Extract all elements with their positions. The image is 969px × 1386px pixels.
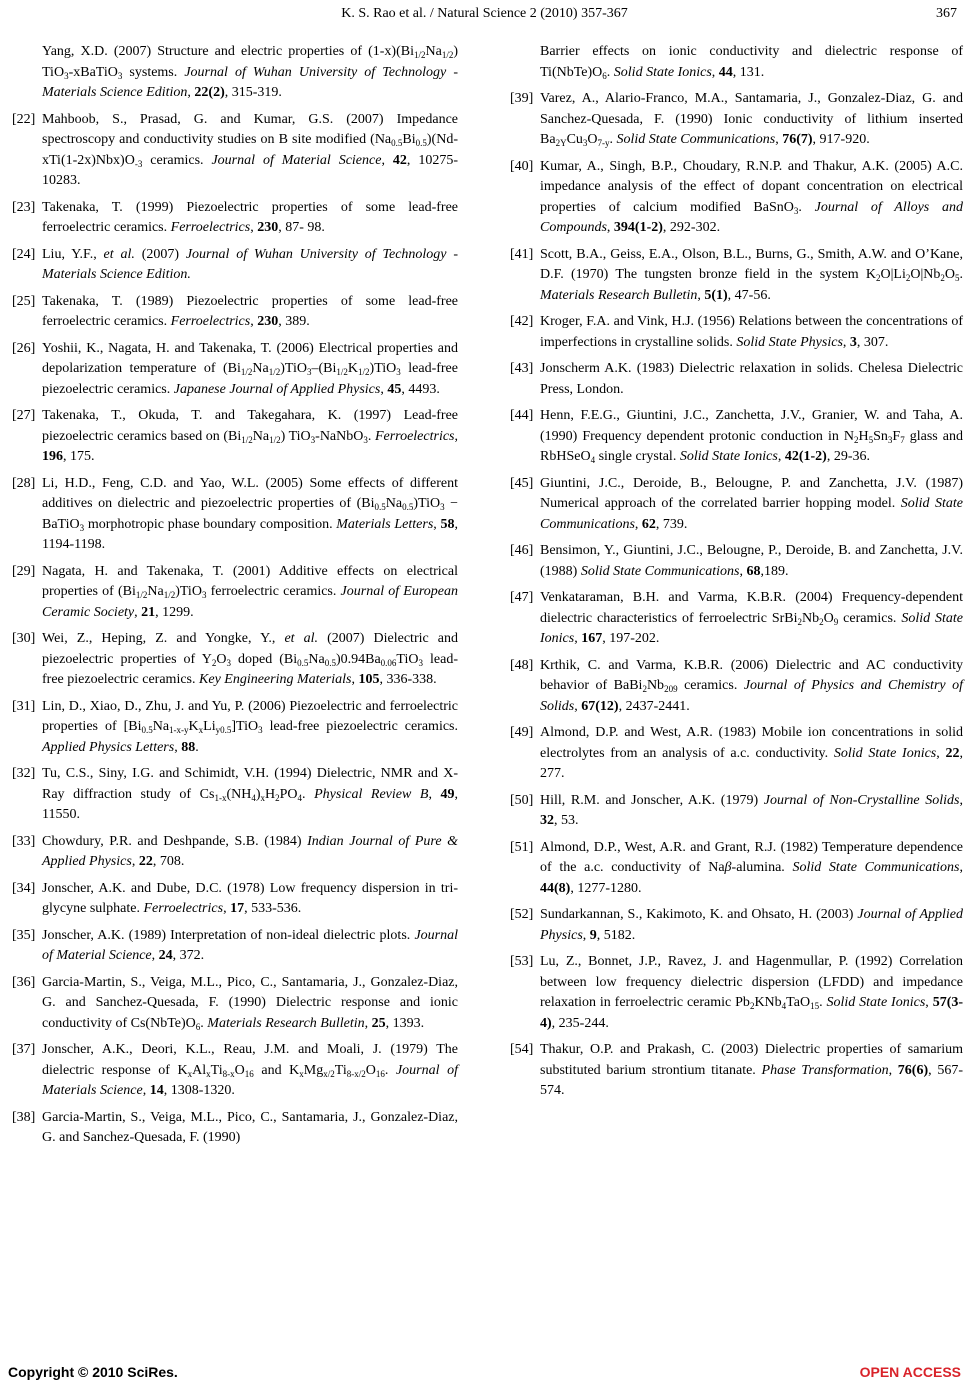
reference-text: Almond, D.P. and West, A.R. (1983) Mobile ion concentrations in solid electrolytes from an analysis of a.c. conductivity. Solid State Ionics, 22, 277. xyxy=(540,725,963,781)
reference-entry xyxy=(12,926,458,967)
reference-entry xyxy=(510,952,963,1034)
reference-number: [49] xyxy=(510,725,534,740)
reference-text: Thakur, O.P. and Prakash, C. (2003) Dielectric properties of samarium substituted barium strontium titanate. Phase Transformation, 76(6), 567-574. xyxy=(540,1042,963,1098)
reference-text: Scott, B.A., Geiss, E.A., Olson, B.L., Burns, G., Smith, A.W. and O’Kane, D.F. (1970) The tungsten bronze field in the system $K_2O|Li_2O|Nb_2O_5$. Materials Research Bulletin, 5(1), 47-56. xyxy=(540,246,963,303)
reference-number: [43] xyxy=(510,361,534,376)
reference-text: Chowdury, P.R. and Deshpande, S.B. (1984) Indian Journal of Pure & Applied Physics, 22, 708. xyxy=(42,833,458,869)
reference-entry xyxy=(510,588,963,650)
reference-entry xyxy=(12,832,458,873)
reference-number: [39] xyxy=(510,91,534,106)
reference-entry xyxy=(510,406,963,468)
reference-entry xyxy=(12,764,458,826)
reference-entry xyxy=(12,1040,458,1102)
running-header: K. S. Rao et al. / Natural Science 2 (2010) 357-367 xyxy=(341,6,628,21)
reference-number: [51] xyxy=(510,839,534,855)
reference-entry xyxy=(12,474,458,556)
reference-entry xyxy=(510,312,963,353)
reference-entry xyxy=(510,541,963,582)
reference-text: Almond, D.P., West, A.R. and Grant, R.J. (1982) Temperature dependence of the a.c. conductivity of Naβ-alumina. Solid State Communications, 44(8), 1277-1280. xyxy=(540,839,963,896)
reference-text: Henn, F.E.G., Giuntini, J.C., Zanchetta, J.V., Granier, W. and Taha, A. (1990) Frequency dependent protonic conduction in $N_2H_5Sn_3F_7$ glass and RbHSeO$_4$ single crystal. Solid State Ionics, 42(1-2), 29-36. xyxy=(540,408,963,465)
reference-text: Tu, C.S., Siny, I.G. and Schimidt, V.H. (1994) Dielectric, NMR and X-Ray diffraction study of $Cs_{1-x}(NH_4)_xH_2PO_4$. Physical Review B, 49, 11550. xyxy=(42,766,459,822)
reference-entry xyxy=(12,339,458,401)
reference-entry xyxy=(12,973,458,1035)
reference-number: [23] xyxy=(12,199,36,215)
reference-number: [45] xyxy=(510,475,534,491)
reference-number: [29] xyxy=(12,563,36,579)
reference-number: [22] xyxy=(12,111,36,127)
reference-number: [34] xyxy=(12,880,36,896)
reference-text: Wei, Z., Heping, Z. and Yongke, Y., et al. (2007) Dielectric and piezoelectric properties of $Y_2O_3$ doped $(Bi_{0.5}Na_{0.5})0.94Ba_{0.06}TiO_3$ lead-free piezoelectric ceramics. Key Engineering Materials, 105, 336-338. xyxy=(42,631,459,687)
reference-entry xyxy=(510,791,963,832)
reference-entry xyxy=(510,723,963,785)
reference-number: [41] xyxy=(510,246,534,262)
reference-number: [33] xyxy=(12,833,36,849)
reference-number: [25] xyxy=(12,293,36,309)
reference-entry xyxy=(510,838,963,900)
reference-text: Jonscher, A.K. (1989) Interpretation of non-ideal dielectric plots. Journal of Material Science, 24, 372. xyxy=(42,927,458,963)
reference-text: Jonscherm A.K. (1983) Dielectric relaxation in solids. Chelesa Dielectric Press, London. xyxy=(540,361,963,397)
reference-entry xyxy=(510,157,963,239)
reference-entry xyxy=(12,42,458,104)
reference-text: Sundarkannan, S., Kakimoto, K. and Ohsato, H. (2003) Journal of Applied Physics, 9, 5182. xyxy=(540,907,964,943)
reference-number: [27] xyxy=(12,408,36,423)
page-number: 367 xyxy=(936,6,957,21)
reference-number: [50] xyxy=(510,792,534,808)
reference-text: Giuntini, J.C., Deroide, B., Belougne, P. and Zanchetta, J.V. (1987) Numerical approach of the correlated barrier hopping model. Solid State Communications, 62, 739. xyxy=(540,475,963,532)
reference-number: [30] xyxy=(12,631,36,646)
reference-text: Jonscher, A.K., Deori, K.L., Reau, J.M. and Moali, J. (1979) The dielectric response of $K_xAl_xTi_{8-x}O_{16}$ and $K_xMg_{x/2}Ti_{8-x/2}O_{16}$. Journal of Materials Science, 14, 1308-1320. xyxy=(42,1042,459,1098)
reference-entry xyxy=(510,1040,963,1102)
reference-text: Jonscher, A.K. and Dube, D.C. (1978) Low frequency dispersion in tri-glycyne sulphate. Ferroelectrics, 17, 533-536. xyxy=(42,880,458,916)
reference-number: [40] xyxy=(510,158,534,174)
reference-text: Takenaka, T. (1999) Piezoelectric properties of some lead-free ferroelectric ceramics. Ferroelectrics, 230, 87- 98. xyxy=(42,199,458,235)
reference-text: Kroger, F.A. and Vink, H.J. (1956) Relations between the concentrations of imperfections in crystalline solids. Solid State Physics, 3, 307. xyxy=(540,314,963,350)
reference-entry xyxy=(12,245,458,286)
reference-entry xyxy=(12,1108,458,1149)
reference-text: Yoshii, K., Nagata, H. and Takenaka, T. (2006) Electrical properties and depolarization temperature of $(Bi_{1/2}Na_{1/2})TiO_3-(Bi_{1/2}K_{1/2})TiO_3$ lead-free piezoelectric ceramics. Japanese Journal of Applied Physics, 45, 4493. xyxy=(42,340,458,397)
reference-entry xyxy=(12,198,458,239)
reference-text: Lin, D., Xiao, D., Zhu, J. and Yu, P. (2006) Piezoelectric and ferroelectric properties of $[Bi_{0.5}Na_{1-x-y}K_xLi_{y0.5}]TiO_3$ lead-free piezoelectric ceramics. Applied Physics Letters, 88. xyxy=(42,698,458,755)
reference-number: [36] xyxy=(12,974,36,990)
reference-entry xyxy=(510,656,963,718)
reference-text: Nagata, H. and Takenaka, T. (2001) Additive effects on electrical properties of $(Bi_{1/2}Na_{1/2})TiO_3$ ferroelectric ceramics. Journal of European Ceramic Society, 21, 1299. xyxy=(42,563,458,620)
reference-entry xyxy=(12,879,458,920)
reference-entry xyxy=(12,110,458,192)
reference-text: Venkataraman, B.H. and Varma, K.B.R. (2004) Frequency-dependent dielectric characteristics of ferroelectric $SrBi_2Nb_2O_9$ ceramics. Solid State Ionics, 167, 197-202. xyxy=(540,590,963,646)
reference-text: Garcia-Martin, S., Veiga, M.L., Pico, C., Santamaria, J., Gonzalez-Diaz, G. and Sanchez-Quesada, F. (1990) Dielectric response and ionic conductivity of $Cs(NbTe)O_6$. Materials Research Bulletin, 25, 1393. xyxy=(42,974,458,1032)
reference-text: Takenaka, T. (1989) Piezoelectric properties of some lead-free ferroelectric ceramics. Ferroelectrics, 230, 389. xyxy=(42,293,458,329)
reference-entry xyxy=(510,245,963,307)
reference-entry xyxy=(510,905,963,946)
reference-number: [46] xyxy=(510,543,534,558)
reference-entry xyxy=(12,562,458,624)
reference-text: Barrier effects on ionic conductivity and dielectric response of $Ti(NbTe)O_6$. Solid State Ionics, 44, 131. xyxy=(540,44,963,81)
reference-text: Bensimon, Y., Giuntini, J.C., Belougne, P., Deroide, B. and Zanchetta, J.V. (1988) Solid State Communications, 68,189. xyxy=(540,543,963,579)
reference-number: [28] xyxy=(12,475,36,491)
reference-number: [52] xyxy=(510,907,534,922)
reference-entry xyxy=(510,474,963,536)
reference-number: [31] xyxy=(12,698,36,714)
reference-entry xyxy=(12,406,458,468)
reference-text: Varez, A., Alario-Franco, M.A., Santamaria, J., Gonzalez-Diaz, G. and Sanchez-Quesada, F. (1990) Ionic conductivity of lithium inserted $Ba_{2Y}Cu_3O_{7-y}$. Solid State Communications, 76(7), 917-920. xyxy=(540,91,963,148)
reference-number: [26] xyxy=(12,340,36,356)
reference-number: [24] xyxy=(12,246,36,262)
reference-text: Garcia-Martin, S., Veiga, M.L., Pico, C., Santamaria, J., Gonzalez-Diaz, G. and Sanchez-Quesada, F. (1990) xyxy=(42,1109,458,1145)
reference-entry xyxy=(12,697,458,759)
reference-number: [42] xyxy=(510,314,534,329)
reference-number: [47] xyxy=(510,590,534,605)
references-right-column xyxy=(510,42,963,1108)
reference-text: Takenaka, T., Okuda, T. and Takegahara, K. (1997) Lead-free piezoelectric ceramics based on $(Bi_{1/2}Na_{1/2})$ TiO$_3$-NaNbO$_3$. Ferroelectrics, 196, 175. xyxy=(42,408,459,464)
reference-entry xyxy=(510,89,963,151)
references-left-column xyxy=(12,42,458,1155)
reference-number: [35] xyxy=(12,927,36,943)
reference-text: Lu, Z., Bonnet, J.P., Ravez, J. and Hagenmullar, P. (1992) Correlation between low frequency dielectric dispersion (LFDD) and impedance relaxation in ferroelectric ceramic $Pb_2KNb_4TaO_{15}$. Solid State Ionics, 57(3-4), 235-244. xyxy=(540,954,964,1031)
reference-number: [44] xyxy=(510,408,534,423)
reference-text: Yang, X.D. (2007) Structure and electric properties of $(1-x)(Bi_{1/2}Na_{1/2})$ TiO$_3$-xBaTiO$_3$ systems. Journal of Wuhan University of Technology - Materials Science Edition, 22(2), 315-319. xyxy=(42,44,458,100)
open-access-label: OPEN ACCESS xyxy=(859,1364,961,1380)
reference-number: [54] xyxy=(510,1042,534,1057)
reference-number: [37] xyxy=(12,1042,36,1057)
reference-text: Hill, R.M. and Jonscher, A.K. (1979) Journal of Non-Crystalline Solids, 32, 53. xyxy=(540,792,963,828)
reference-text: Liu, Y.F., et al. (2007) Journal of Wuhan University of Technology - Materials Science Edition. xyxy=(42,246,459,282)
reference-entry xyxy=(12,629,458,691)
reference-entry xyxy=(510,42,963,83)
reference-text: Krthik, C. and Varma, K.B.R. (2006) Dielectric and AC conductivity behavior of $BaBi_2Nb_{209}$ ceramics. Journal of Physics and Chemistry of Solids, 67(12), 2437-2441. xyxy=(540,657,964,714)
reference-text: Kumar, A., Singh, B.P., Choudary, R.N.P. and Thakur, A.K. (2005) A.C. impedance analysis of the effect of dopant concentration on electrical properties of calcium modified BaSnO$_3$. Journal of Alloys and Compounds, 394(1-2), 292-302. xyxy=(540,158,963,235)
reference-entry xyxy=(510,359,963,400)
reference-text: Mahboob, S., Prasad, G. and Kumar, G.S. (2007) Impedance spectroscopy and conductivity studies on B site modified $(Na_{0.5}Bi_{0.5})(Nd-xTi(1-2x)Nbx)O_{-3}$ ceramics. Journal of Material Science, 42, 10275-10283. xyxy=(42,111,458,188)
reference-number: [38] xyxy=(12,1109,36,1125)
reference-number: [48] xyxy=(510,657,534,673)
reference-number: [53] xyxy=(510,954,534,969)
copyright-notice: Copyright © 2010 SciRes. xyxy=(8,1364,178,1380)
reference-entry xyxy=(12,292,458,333)
reference-text: Li, H.D., Feng, C.D. and Yao, W.L. (2005) Some effects of different additives on dielectric and piezoelectric properties of $(Bi_{0.5}Na_{0.5})TiO_3$ − BaTiO$_3$ morphotropic phase boundary composition. Materials Letters, 58, 1194-1198. xyxy=(42,475,458,552)
reference-number: [32] xyxy=(12,766,36,781)
